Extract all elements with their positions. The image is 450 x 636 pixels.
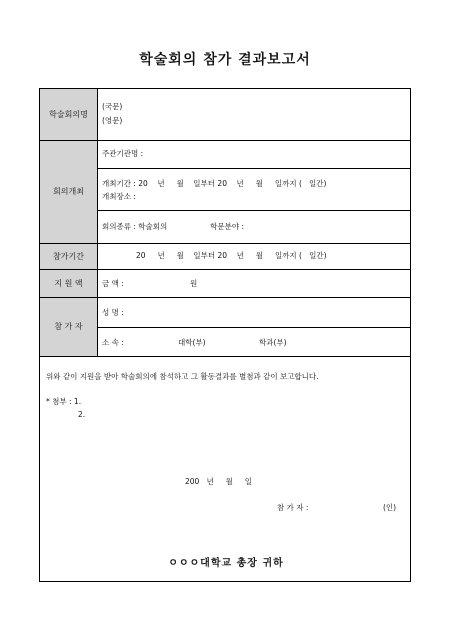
seal-mark: (인)	[383, 503, 397, 512]
addressee: ㅇㅇㅇ대학교 총장 귀하	[168, 558, 284, 569]
amount-unit: 원	[190, 279, 198, 288]
column-divider	[97, 89, 98, 356]
page-title: 학술회의 참가 결과보고서	[139, 52, 311, 68]
english-name-field: (영문)	[102, 116, 123, 125]
affiliation-label: 소 속 :	[102, 338, 124, 347]
conference-type-field: 회의종류 : 학술회의 학문분야 :	[102, 222, 245, 231]
participant-name-field: 성 명 :	[102, 308, 124, 317]
korean-name-field: (국문)	[102, 102, 123, 111]
attachment-item: 2.	[78, 410, 86, 419]
label-participant: 참 가 자	[40, 297, 97, 356]
label-attendance-period: 참가기간	[40, 243, 97, 269]
label-support-amount: 지 원 액	[40, 269, 97, 297]
row-divider	[97, 327, 410, 328]
attendance-period-field: 20 년 월 일부터 20 년 월 일까지 ( 일간)	[136, 251, 327, 260]
row-divider	[97, 210, 410, 211]
department-field: 학과(부)	[259, 338, 287, 347]
signer-label: 참 가 자 :	[277, 503, 309, 512]
venue-field: 개최장소 :	[102, 192, 136, 201]
report-date: 200 년 월 일	[185, 477, 253, 486]
attachment-label: * 첨부 : 1.	[46, 397, 82, 406]
amount-label: 금 액 :	[102, 279, 124, 288]
row-divider	[40, 269, 410, 270]
held-period-field: 개최기간 : 20 년 월 일부터 20 년 월 일까지 ( 일간)	[102, 179, 327, 188]
row-divider	[40, 356, 410, 357]
label-conference-held: 회의개최	[40, 140, 97, 243]
university-field: 대학(부)	[178, 338, 206, 347]
report-statement: 위와 같이 지원을 받아 학술회의에 참석하고 그 활동결과를 별첨과 같이 보고합니다.	[46, 372, 319, 381]
row-divider	[40, 243, 410, 244]
report-form	[39, 88, 411, 582]
row-divider	[40, 140, 410, 141]
host-organization-field: 주관기관명 :	[102, 149, 144, 158]
label-conference-name: 학술회의명	[40, 89, 97, 140]
row-divider	[97, 168, 410, 169]
row-divider	[40, 297, 410, 298]
